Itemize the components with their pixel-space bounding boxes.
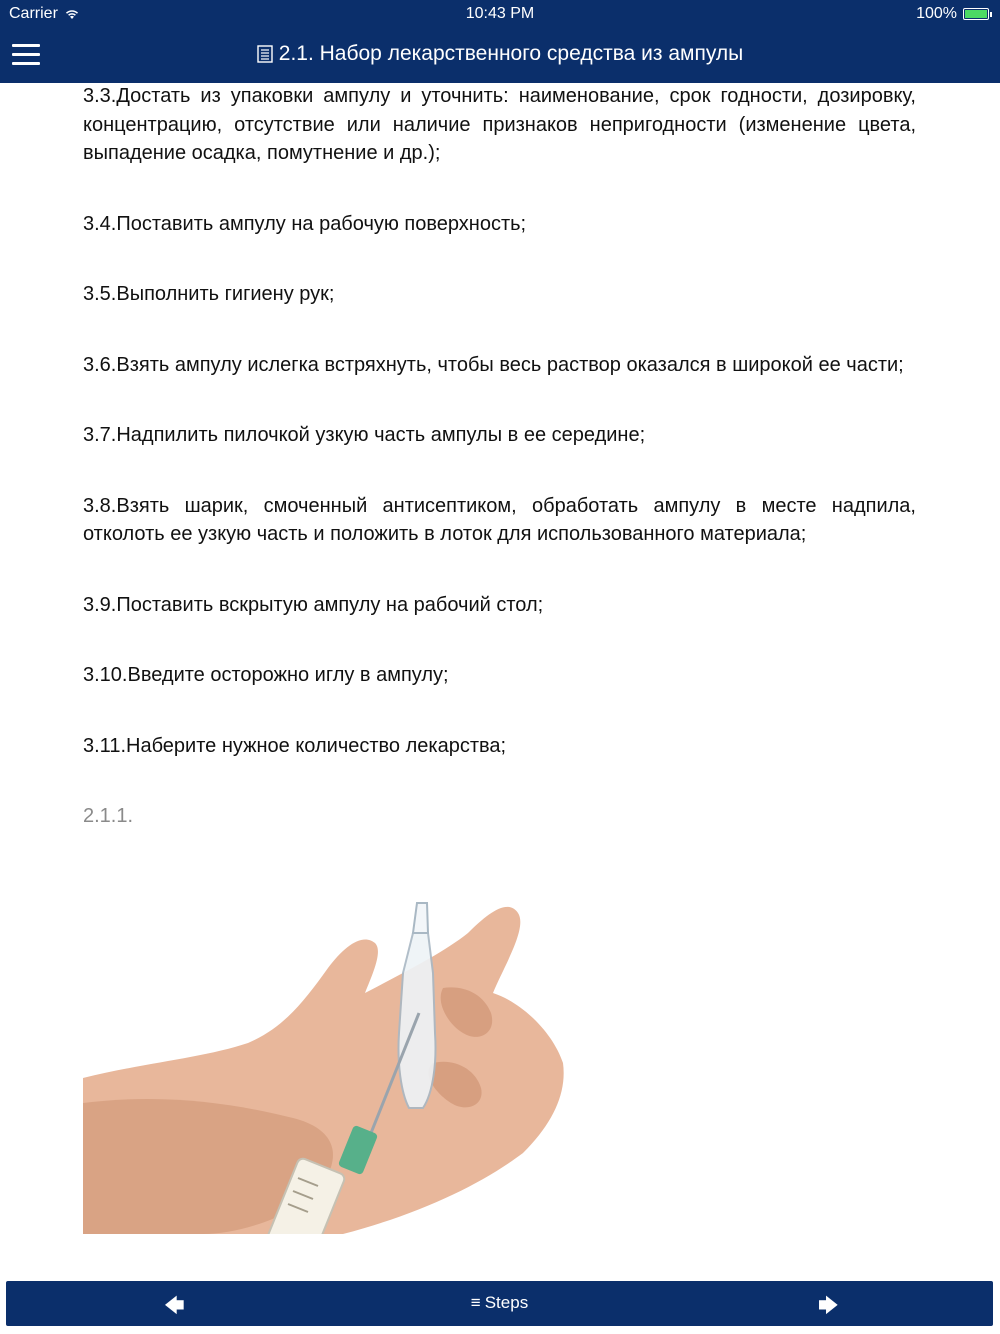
document-icon <box>257 45 273 63</box>
steps-content <box>83 82 916 831</box>
bottom-toolbar <box>6 1281 993 1326</box>
step-text: 3.9.Поставить вскрытую ампулу на рабочий стол; <box>83 593 544 616</box>
carrier-label: Carrier <box>9 5 58 22</box>
steps-label: Steps <box>484 1293 529 1312</box>
battery-percent: 100% <box>916 5 957 22</box>
page-title-text: 2.1. Набор лекарственного средства из ампулы <box>278 42 744 65</box>
figure-label: 2.1.1. <box>83 805 134 827</box>
step-text: 3.8.Взять шарик, смоченный антисептиком, обработать ампулу в месте надпила, отколоть ее узкую часть и положить в лоток для использованного материала; <box>83 494 916 545</box>
navigation-bar <box>0 28 1000 83</box>
syringe-ampoule-photo <box>83 893 567 1234</box>
page-title <box>0 42 1000 66</box>
status-bar <box>0 0 1000 28</box>
step-text: 3.7.Надпилить пилочкой узкую часть ампулы в ее середине; <box>83 424 646 446</box>
battery-group <box>916 5 992 23</box>
step-text: 3.4.Поставить ампулу на рабочую поверхность; <box>83 212 527 235</box>
battery-icon <box>963 8 989 20</box>
arrow-left-icon[interactable]: 🡄 <box>164 1295 185 1317</box>
arrow-right-icon[interactable]: 🡆 <box>818 1295 839 1317</box>
step-text: 3.3.Достать из упаковки ампулу и уточнить: наименование, срок годности, дозировку, концентрацию, отсутствие или наличие признаков непригодности (изменение цвета, выпадение осадка, помутнение и др.); <box>83 85 916 164</box>
step-text: 3.10.Введите осторожно иглу в ампулу; <box>83 664 449 686</box>
steps-button[interactable] <box>6 1293 993 1313</box>
status-time: 10:43 PM <box>465 5 535 22</box>
step-text: 3.11.Наберите нужное количество лекарства; <box>83 734 507 757</box>
battery-tip <box>990 12 992 17</box>
step-text: 3.6.Взять ампулу ислегка встряхнуть, чтобы весь раствор оказался в широкой ее части; <box>83 353 904 376</box>
list-icon: ≡ <box>470 1293 481 1312</box>
step-text: 3.5.Выполнить гигиену рук; <box>83 283 335 305</box>
